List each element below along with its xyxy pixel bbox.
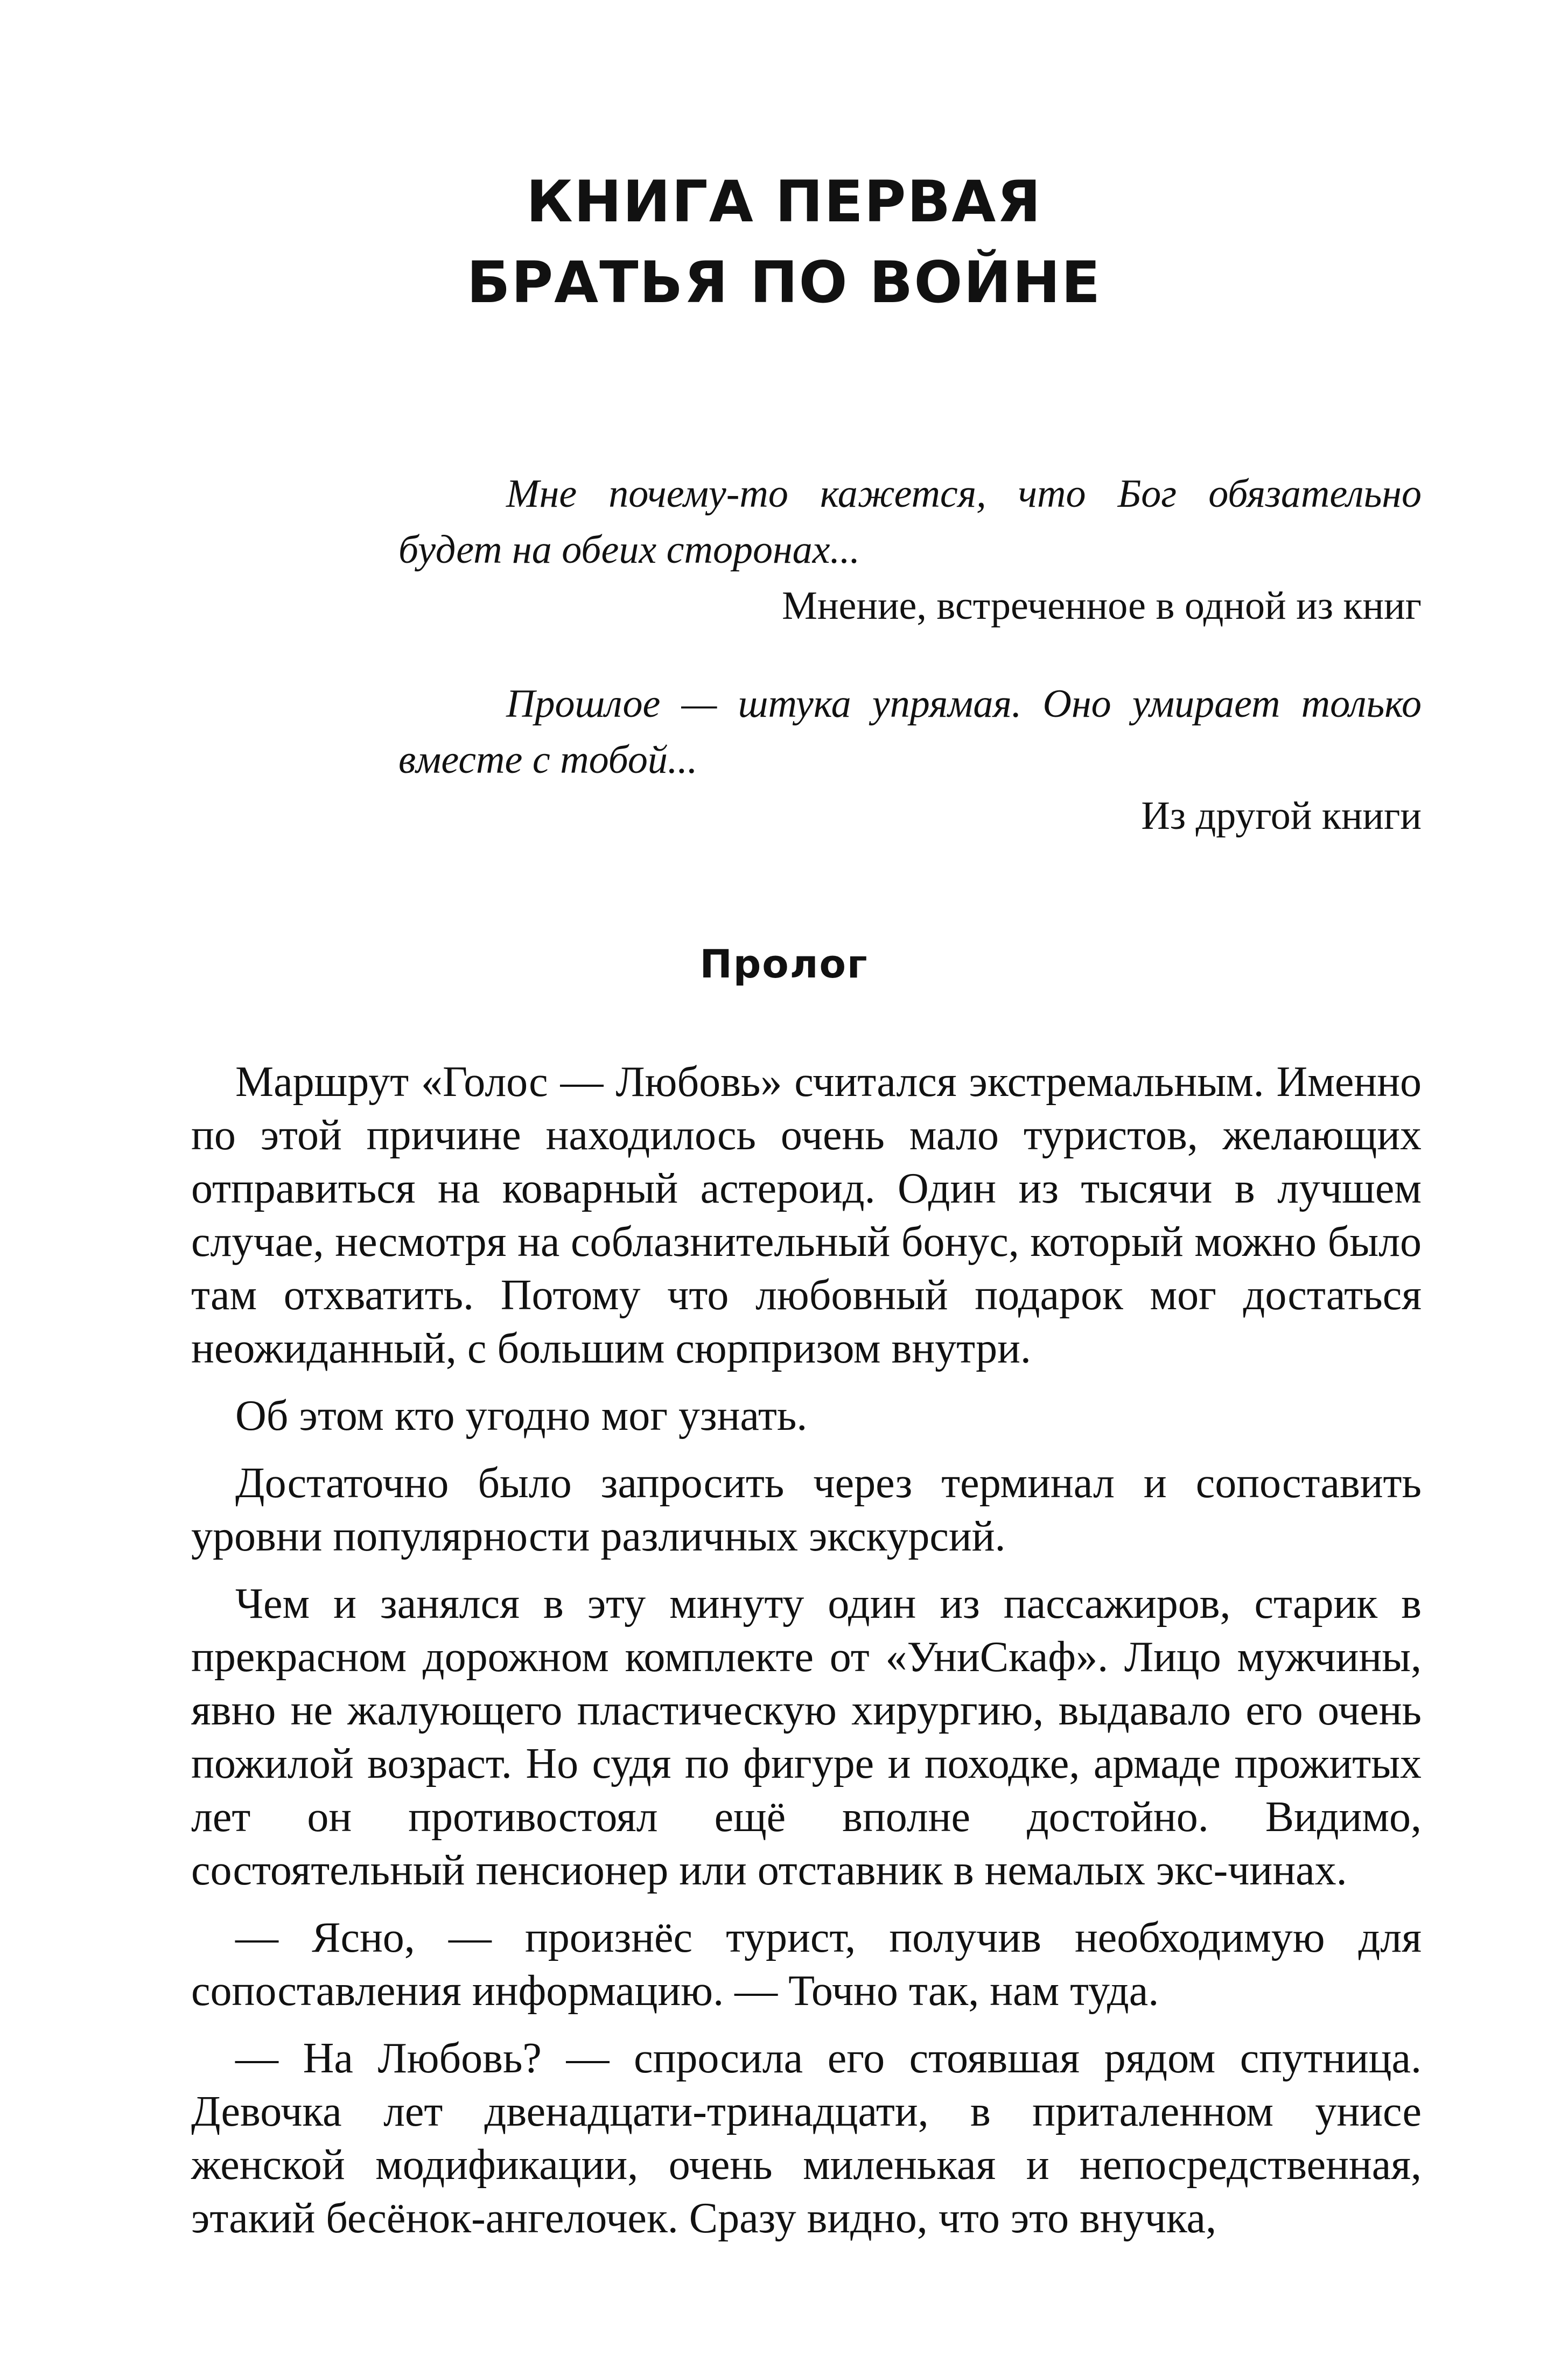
- paragraph: Об этом кто угодно мог узнать.: [235, 1392, 808, 1440]
- epigraph-quote: Прошлое — штука упрямая. Оно умирает только вместе с тобой...: [398, 682, 1422, 782]
- epigraph-quote: Мне почему-то кажется, что Бог обязательно будет на обеих сторонах...: [398, 472, 1422, 572]
- epigraph-2: [398, 676, 1422, 844]
- epigraph-1: [398, 466, 1422, 634]
- chapter-title: Пролог: [699, 941, 869, 987]
- paragraph: Маршрут «Голос — Любовь» считался экстремальным. Именно по этой причине находилось очень мало туристов, желающих отправиться на коварный астероид. Один из тысячи в лучшем случае, несмотря на соблазнительный бонус, который можно было там отхватить. Потому что любовный подарок мог достаться неожиданный, с большим сюрпризом внутри.: [191, 1058, 1422, 1372]
- paragraph: Достаточно было запросить через терминал и сопоставить уровни популярности различных экскурсий.: [191, 1459, 1422, 1560]
- book-title-line-1: КНИГА ПЕРВАЯ: [526, 169, 1042, 235]
- epigraph-source: Из другой книги: [1141, 794, 1422, 838]
- body-text: [191, 1056, 1422, 2259]
- epigraph-source: Мнение, встреченное в одной из книг: [782, 584, 1422, 628]
- paragraph: — Ясно, — произнёс турист, получив необходимую для сопоставления информацию. — Точно так, нам туда.: [191, 1914, 1422, 2015]
- book-title: [0, 162, 1568, 323]
- paragraph: — На Любовь? — спросила его стоявшая рядом спутница. Девочка лет двенадцати-тринадцати, в приталенном унисе женской модификации, очень миленькая и непосредственная, этакий бесёнок-ангелочек. Сразу видно, что это внучка,: [191, 2035, 1422, 2242]
- paragraph: Чем и занялся в эту минуту один из пассажиров, старик в прекрасном дорожном комплекте от «УниСкаф». Лицо мужчины, явно не жалующего пластическую хирургию, выдавало его очень пожилой возраст. Но судя по фигуре и походке, армаде прожитых лет он противостоял ещё вполне достойно. Видимо, состоятельный пенсионер или отставник в немалых экс-чинах.: [191, 1580, 1422, 1894]
- book-title-line-2: БРАТЬЯ ПО ВОЙНЕ: [466, 249, 1102, 316]
